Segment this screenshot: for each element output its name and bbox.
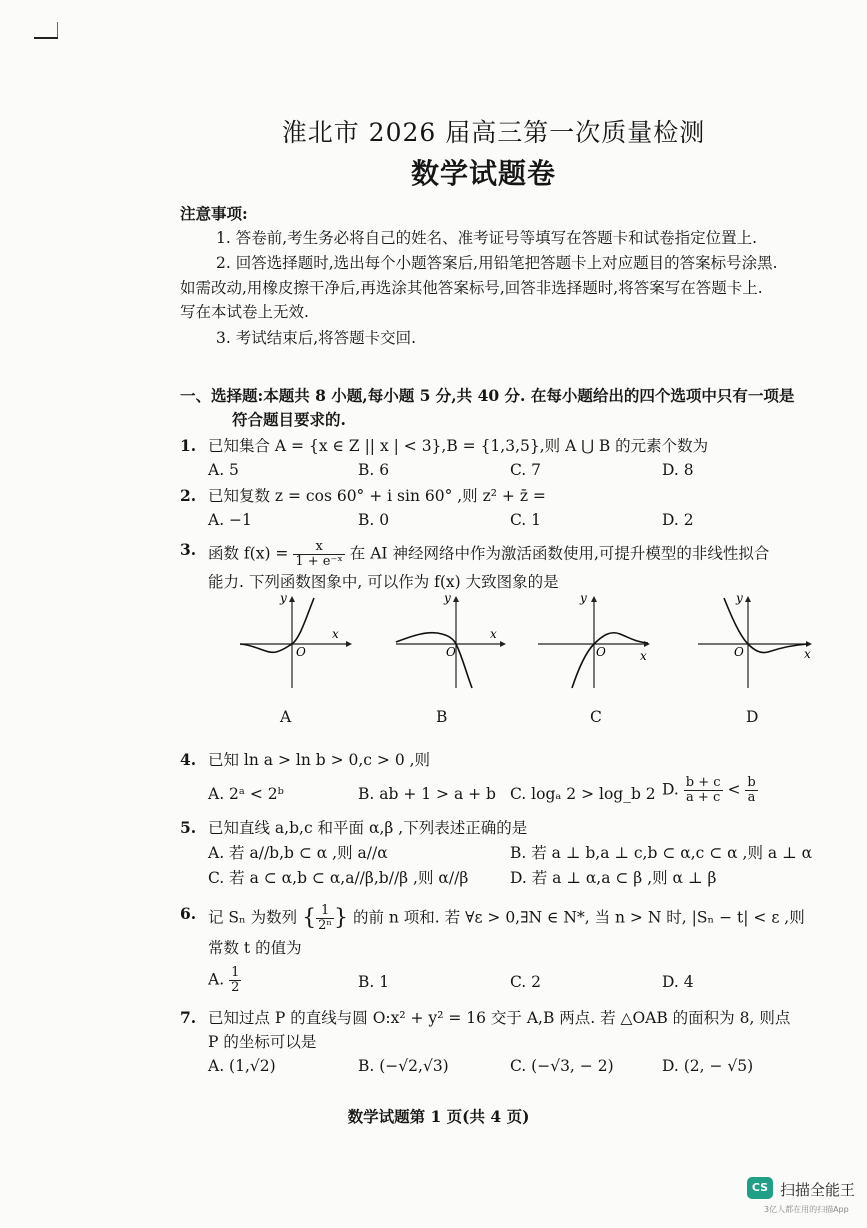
- graph-c-y-label: y: [580, 591, 587, 605]
- q7-option-b: B. (−√2,√3): [358, 1057, 449, 1075]
- q1-number: 1.: [180, 436, 197, 455]
- q6-left-brace: {: [302, 905, 317, 931]
- q3-graph-b: [392, 588, 512, 692]
- q3-stem-suffix: 在 AI 神经网络中作为激活函数使用,可提升模型的非线性拟合: [349, 544, 770, 563]
- notice-item-1: 1. 答卷前,考生务必将自己的姓名、准考证号等填写在答题卡和试卷指定位置上.: [216, 229, 758, 247]
- q6-fraction: [316, 904, 334, 933]
- graph-d-y-arrow: [745, 596, 751, 602]
- q6-stem: [208, 904, 805, 933]
- q4-number: 4.: [180, 750, 197, 769]
- graph-a-y-label: y: [280, 591, 287, 605]
- graph-d-x-label: x: [804, 647, 811, 661]
- graph-a-origin: O: [296, 645, 306, 659]
- corner-mark-vertical: [57, 22, 58, 37]
- q7-option-c: C. (−√3, − 2): [510, 1057, 614, 1075]
- q6-option-a-prefix: A.: [208, 970, 225, 989]
- q6-option-a-denominator: 2: [231, 980, 240, 995]
- q5-option-c: C. 若 a ⊂ α,b ⊂ α,a//β,b//β ,则 α//β: [208, 869, 469, 887]
- q6-option-c: C. 2: [510, 973, 542, 991]
- notice-heading: 注意事项:: [180, 204, 248, 223]
- q5-option-a: A. 若 a//b,b ⊂ α ,则 a//α: [208, 844, 388, 862]
- q5-stem: 已知直线 a,b,c 和平面 α,β ,下列表述正确的是: [208, 819, 528, 837]
- q5-option-d: D. 若 a ⊥ α,a ⊂ β ,则 α ⊥ β: [510, 869, 717, 887]
- q7-stem-line-2: P 的坐标可以是: [208, 1033, 317, 1051]
- scanner-app-name: 扫描全能王: [780, 1181, 856, 1199]
- q6-option-a-fraction: [229, 966, 241, 995]
- q4-option-d-prefix: D.: [662, 780, 679, 799]
- exam-title: 淮北市 2026 届高三第一次质量检测: [281, 118, 706, 147]
- q1-stem: 已知集合 A = {x ∈ Z || x | < 3},B = {1,3,5},则 A ⋃ B 的元素个数为: [208, 437, 709, 455]
- page-footer: 数学试题第 1 页(共 4 页): [347, 1107, 530, 1126]
- q3-stem: [208, 540, 769, 569]
- graph-c-x-label: x: [640, 649, 647, 663]
- q6-option-a-numerator: 1: [231, 965, 240, 980]
- q3-fraction: [293, 540, 345, 569]
- q7-number: 7.: [180, 1008, 197, 1027]
- q6-number: 6.: [180, 904, 197, 923]
- q1-option-a: A. 5: [208, 461, 239, 479]
- graph-c-y-arrow: [591, 596, 597, 602]
- q4-option-d-numerator: b + c: [685, 775, 721, 790]
- q4-option-d-fraction-2: [745, 776, 757, 805]
- q1-option-c: C. 7: [510, 461, 542, 479]
- graph-a-x-arrow: [346, 641, 352, 647]
- graph-b-origin: O: [446, 645, 456, 659]
- q6-right-brace: }: [334, 905, 349, 931]
- graph-a-y-arrow: [289, 596, 295, 602]
- q6-fraction-numerator: 1: [316, 904, 334, 919]
- q6-stem-line-2: 常数 t 的值为: [208, 939, 302, 957]
- q3-stem-line-2: 能力. 下列函数图象中, 可以作为 f(x) 大致图象的是: [208, 573, 559, 591]
- scanner-tagline: 3亿人都在用的扫描App: [764, 1205, 849, 1214]
- section-heading-line-2: 符合题目要求的.: [232, 410, 346, 429]
- notice-item-2-line-3: 写在本试卷上无效.: [180, 303, 309, 321]
- q4-option-d-operator: <: [727, 780, 741, 799]
- q3-label-a: A: [280, 708, 292, 726]
- q3-label-d: D: [746, 708, 759, 726]
- q3-graph-c: [536, 588, 656, 692]
- graph-b-y-label: y: [444, 591, 451, 605]
- q4-option-d-denominator: a + c: [686, 790, 721, 805]
- q4-stem: 已知 ln a > ln b > 0,c > 0 ,则: [208, 751, 431, 769]
- q7-option-d: D. (2, − √5): [662, 1057, 754, 1075]
- q4-option-a: A. 2ᵃ < 2ᵇ: [208, 785, 284, 803]
- q5-option-b: B. 若 a ⊥ b,a ⊥ c,b ⊂ α,c ⊂ α ,则 a ⊥ α: [510, 844, 813, 862]
- notice-item-2-line-1: 2. 回答选择题时,选出每个小题答案后,用铅笔把答题卡上对应题目的答案标号涂黑.: [216, 254, 778, 272]
- q6-option-a: [208, 966, 241, 995]
- q6-option-b: B. 1: [358, 973, 390, 991]
- notice-item-3: 3. 考试结束后,将答题卡交回.: [216, 329, 417, 347]
- q4-option-b: B. ab + 1 > a + b: [358, 785, 496, 803]
- q2-number: 2.: [180, 486, 197, 505]
- graph-a-x-label: x: [332, 627, 339, 641]
- q3-number: 3.: [180, 540, 197, 559]
- q3-stem-prefix: 函数 f(x) =: [208, 544, 289, 563]
- graph-d-origin: O: [734, 645, 744, 659]
- graph-b-curve: [396, 633, 472, 688]
- graph-d-y-label: y: [736, 591, 743, 605]
- q2-option-a: A. −1: [208, 511, 252, 529]
- q5-number: 5.: [180, 818, 197, 837]
- q4-option-d-numerator-2: b: [747, 775, 756, 790]
- q6-stem-prefix: 记 Sₙ 为数列: [208, 908, 298, 927]
- scanner-logo-icon: CS: [747, 1177, 773, 1199]
- section-heading: 一、选择题:本题共 8 小题,每小题 5 分,共 40 分. 在每小题给出的四个选项中只有一项是: [180, 386, 795, 405]
- q6-option-d: D. 4: [662, 973, 694, 991]
- q2-option-c: C. 1: [510, 511, 542, 529]
- q3-graph-d: [696, 588, 820, 692]
- q3-label-b: B: [436, 708, 448, 726]
- q2-stem: 已知复数 z = cos 60° + i sin 60° ,则 z² + z̄ =: [208, 487, 546, 505]
- notice-item-2-line-2: 如需改动,用橡皮擦干净后,再选涂其他答案标号,回答非选择题时,将答案写在答题卡上.: [180, 279, 763, 297]
- q3-fraction-denominator: 1 + e⁻ˣ: [295, 554, 343, 569]
- graph-b-x-arrow: [500, 641, 506, 647]
- q3-graph-a: [236, 588, 356, 692]
- q3-fraction-numerator: x: [293, 540, 345, 555]
- q4-option-d-denominator-2: a: [747, 790, 756, 805]
- graph-c-origin: O: [596, 645, 606, 659]
- q3-label-c: C: [590, 708, 602, 726]
- q7-option-a: A. (1,√2): [208, 1057, 276, 1075]
- q7-stem: 已知过点 P 的直线与圆 O:x² + y² = 16 交于 A,B 两点. 若 △OAB 的面积为 8, 则点: [208, 1009, 791, 1027]
- graph-c-curve: [572, 633, 648, 688]
- graph-b-x-label: x: [490, 627, 497, 641]
- q1-option-d: D. 8: [662, 461, 694, 479]
- exam-subtitle: 数学试题卷: [410, 157, 556, 190]
- q2-option-d: D. 2: [662, 511, 694, 529]
- q2-option-b: B. 0: [358, 511, 390, 529]
- q4-option-c: C. logₐ 2 > log_b 2: [510, 785, 656, 803]
- corner-mark: [34, 37, 58, 39]
- q1-option-b: B. 6: [358, 461, 390, 479]
- q4-option-d-fraction: [684, 776, 723, 805]
- q6-stem-suffix: 的前 n 项和. 若 ∀ε > 0,∃N ∈ N*, 当 n > N 时, |Sₙ − t| < ε ,则: [352, 908, 805, 927]
- graph-b-y-arrow: [453, 596, 459, 602]
- q4-option-d: [662, 776, 758, 805]
- q6-fraction-denominator: 2ⁿ: [318, 918, 333, 933]
